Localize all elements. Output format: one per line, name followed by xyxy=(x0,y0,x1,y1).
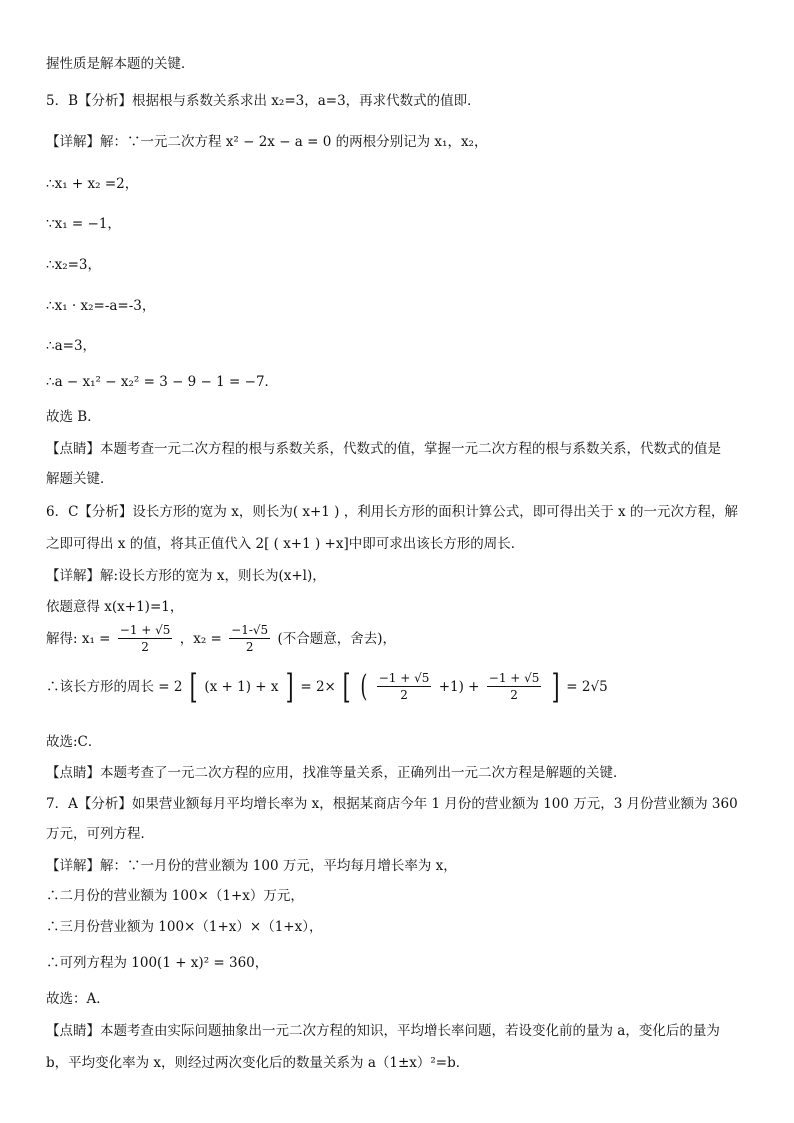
text-line: 6．C【分析】设长方形的宽为 x，则长为( x+1 ) ，利用长方形的面积计算公式，即可得出关于 x 的一元次方程，解 xyxy=(46,504,738,520)
text-line: 【详解】解：∵一月份的营业额为 100 万元，平均每月增长率为 x， xyxy=(46,858,457,874)
text-line: ∴x₂=3， xyxy=(46,257,102,273)
left-paren: ( xyxy=(360,668,368,704)
text-line: 解题关键． xyxy=(46,471,114,487)
left-bracket-2: [ xyxy=(342,666,351,707)
text-line: 7．A【分析】如果营业额每月平均增长率为 x，根据某商店今年 1 月份的营业额为 100 万元，3 月份营业额为 360 xyxy=(46,796,738,812)
fraction-numerator: −1-√5 xyxy=(231,623,269,637)
text-line: 依题意得 x(x+1)=1， xyxy=(46,599,184,615)
perimeter-plus: +1) + xyxy=(438,678,480,695)
text-line: 【点睛】本题考查了一元二次方程的应用，找准等量关系，正确列出一元二次方程是解题的关键． xyxy=(46,765,627,781)
fraction-denominator: 2 xyxy=(245,640,254,654)
text-line: 故选：A． xyxy=(46,991,110,1007)
text-line: ∴a=3， xyxy=(46,338,97,354)
text-line: ∴x₁ · x₂=-a=-3， xyxy=(46,298,156,314)
perimeter-inner: (x + 1) + x xyxy=(204,678,279,695)
roots-note: (不合题意，舍去)， xyxy=(277,630,397,647)
perimeter-result: = 2√5 xyxy=(566,678,608,695)
perimeter-mid: = 2× xyxy=(300,678,336,695)
root1-fraction xyxy=(118,622,173,655)
root2-fraction xyxy=(229,622,270,655)
right-bracket-2: ] xyxy=(551,666,560,707)
perimeter-line xyxy=(46,666,748,707)
text-line: 【点睛】本题考查由实际问题抽象出一元二次方程的知识，平均增长率问题，若设变化前的量为 a，变化后的量为 xyxy=(46,1023,720,1039)
text-line: ∴a − x₁² − x₂² = 3 − 9 − 1 = −7． xyxy=(46,374,279,390)
left-bracket: [ xyxy=(189,666,198,707)
text-line: ∴二月份的营业额为 100×（1+x）万元， xyxy=(46,888,304,904)
width-fraction xyxy=(377,670,432,703)
fraction-numerator: −1 + √5 xyxy=(119,623,171,637)
text-line: 之即可得出 x 的值，将其正值代入 2[ ( x+1 ) +x]中即可求出该长方形的周长． xyxy=(46,536,525,552)
text-line: 故选 B． xyxy=(46,409,101,425)
text-line: 万元，可列方程． xyxy=(46,826,154,842)
fraction-denominator: 2 xyxy=(510,688,518,702)
text-line: 故选:C． xyxy=(46,734,102,750)
solution-roots-line xyxy=(46,622,748,655)
text-line: ∵x₁ = −1， xyxy=(46,216,121,232)
text-line: 【详解】解:设长方形的宽为 x，则长为(x+l)， xyxy=(46,568,326,584)
text-line: ∴可列方程为 100(1 + x)² = 360， xyxy=(46,955,269,971)
width-fraction-2 xyxy=(487,670,542,703)
text-line: b，平均变化率为 x，则经过两次变化后的数量关系为 a（1±x）²=b． xyxy=(46,1055,470,1071)
fraction-numerator: −1 + √5 xyxy=(378,671,430,685)
fraction-denominator: 2 xyxy=(141,640,149,654)
fraction-numerator: −1 + √5 xyxy=(488,671,540,685)
roots-prefix: 解得: x₁ = xyxy=(46,630,111,647)
perimeter-prefix: ∴该长方形的周长 = 2 xyxy=(46,678,183,695)
text-line: ∴x₁ + x₂ =2， xyxy=(46,176,139,192)
text-line: 5．B【分析】根据根与系数关系求出 x₂=3，a=3，再求代数式的值即． xyxy=(46,93,481,109)
text-line: 【详解】解：∵一元二次方程 x² − 2x − a = 0 的两根分别记为 x₁，x₂， xyxy=(46,134,488,150)
right-bracket: ] xyxy=(285,666,294,707)
text-line: 【点睛】本题考查一元二次方程的根与系数关系，代数式的值，掌握一元二次方程的根与系数关系，代数式的值是 xyxy=(46,441,721,457)
text-line: 握性质是解本题的关键． xyxy=(46,56,195,72)
fraction-denominator: 2 xyxy=(400,688,408,702)
text-line: ∴三月份营业额为 100×（1+x）×（1+x）， xyxy=(46,919,323,935)
roots-separator: ，x₂ = xyxy=(179,630,222,647)
